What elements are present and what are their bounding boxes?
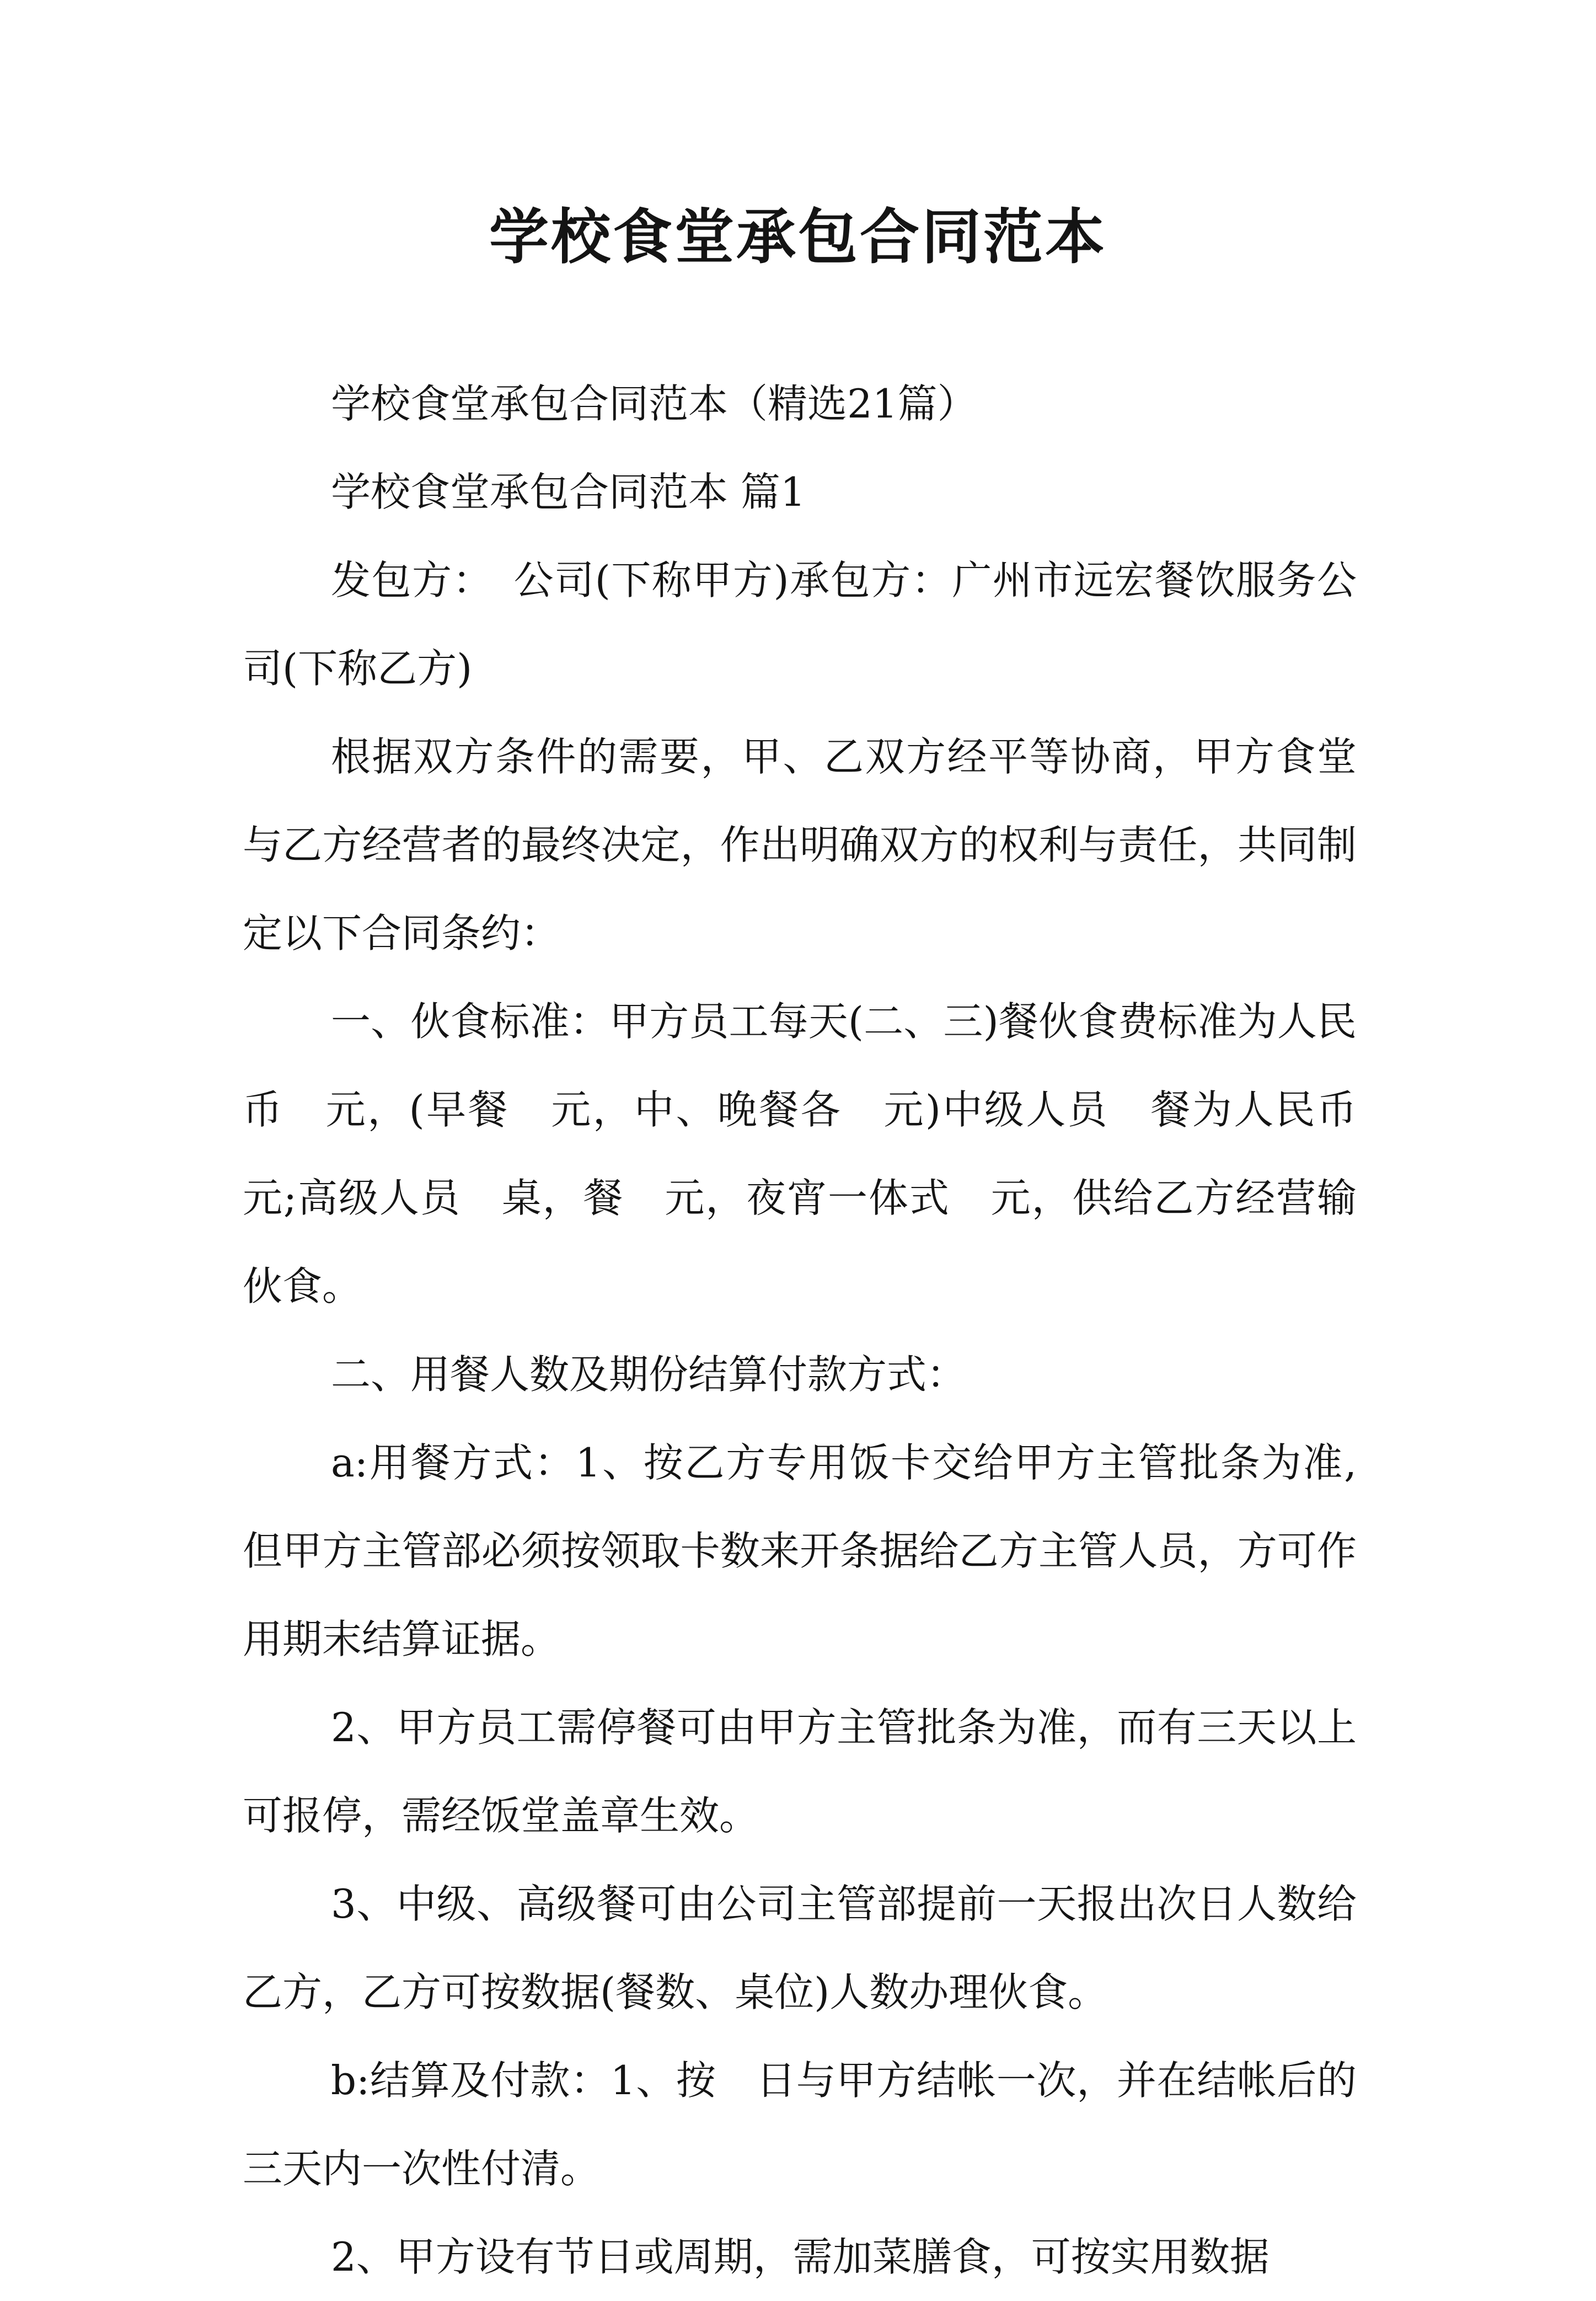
paragraph-clause-2b-item-2: 2、甲方设有节日或周期，需加菜膳食，可按实用数据 [331,2234,1270,2280]
document-body [243,360,1397,2301]
paragraph-clause-2a-item-2: 2、甲方员工需停餐可由甲方主管批条为准，而有三天以上可报停，需经饭堂盖章生效。 [243,1704,1357,1839]
paragraph-subtitle: 学校食堂承包合同范本（精选21篇） [331,381,977,427]
paragraph-clause-2b: b:结算及付款：1、按 日与甲方结帐一次，并在结帐后的三天内一次性付清。 [243,2057,1357,2192]
paragraph-article-heading: 学校食堂承包合同范本 篇1 [331,469,806,515]
paragraph-clause-2: 二、用餐人数及期份结算付款方式： [331,1351,967,1398]
paragraph-clause-1: 一、伙食标准：甲方员工每天(二、三)餐伙食费标准为人民币 元，(早餐 元，中、晚餐各 元)中级人员 餐为人民币 元;高级人员 桌，餐 元，夜宵一体式 元，供给乙方经营输伙食。 [243,998,1397,1309]
paragraph-clause-2a: a:用餐方式：1、按乙方专用饭卡交给甲方主管批条为准,但甲方主管部必须按领取卡数来开条据给乙方主管人员，方可作用期末结算证据。 [243,1440,1357,1662]
paragraph-clause-2a-item-3: 3、中级、高级餐可由公司主管部提前一天报出次日人数给乙方，乙方可按数据(餐数、桌位)人数办理伙食。 [243,1881,1357,2015]
document-title: 学校食堂承包合同范本 [489,202,1107,272]
paragraph-preamble: 根据双方条件的需要，甲、乙双方经平等协商，甲方食堂与乙方经营者的最终决定，作出明确双方的权利与责任，共同制定以下合同条约： [243,734,1357,956]
paragraph-parties: 发包方： 公司(下称甲方)承包方：广州市远宏餐饮服务公司(下称乙方) [243,557,1357,692]
